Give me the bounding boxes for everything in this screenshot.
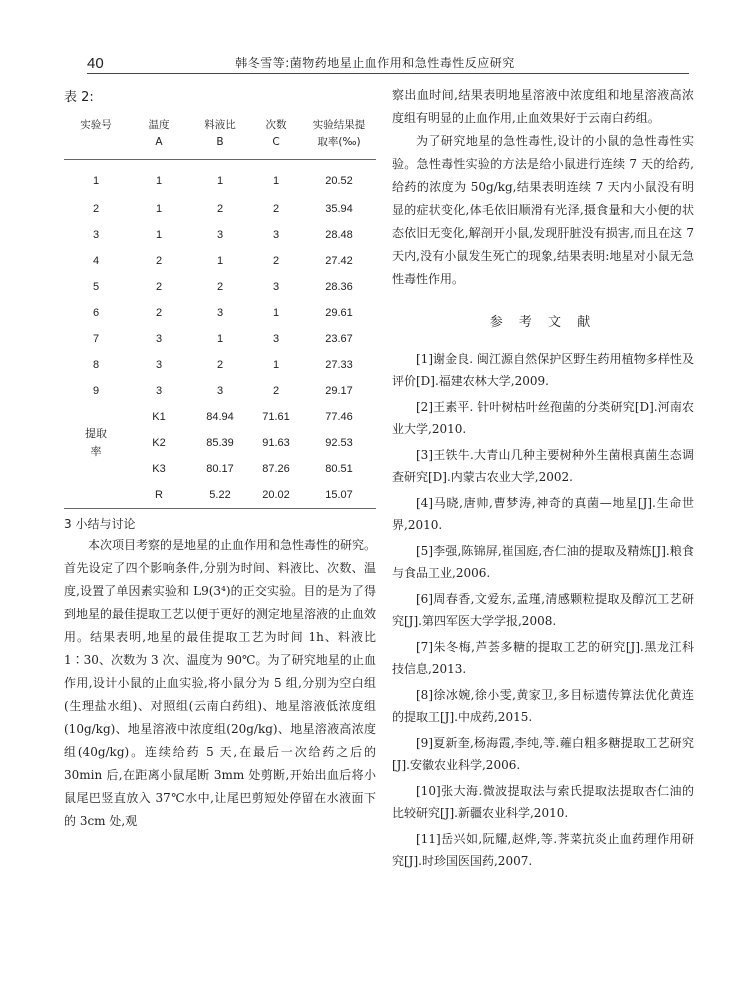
table-cell: 23.67 bbox=[325, 333, 353, 345]
table-cell: 5.22 bbox=[190, 482, 250, 509]
table-cell: 92.53 bbox=[325, 437, 353, 449]
table-cell: 2 bbox=[272, 255, 280, 267]
table-cell: 1 bbox=[155, 203, 163, 215]
table-cell: 2 bbox=[272, 385, 280, 397]
toxicity-paragraph: 为了研究地星的急性毒性,设计的小鼠的急性毒性实验。急性毒性实验的方法是给小鼠进行连续 7 天的给药,给药的浓度为 50g/kg,结果表明连续 7 天内小鼠没有明显的症状变化,体毛依旧顺滑有光泽,摄食量和大小便的状态依旧无变化,解剖开小鼠,发现肝脏没有损害,而且在这 7 天内,没有小鼠发生死亡的现象,结果表明:地星对小鼠无急性毒性作用。 bbox=[392, 134, 694, 286]
reference-item: [5]李强,陈锦屏,崔国庭,杏仁油的提取及精炼[J].粮食与食品工业,2006. bbox=[392, 544, 694, 580]
reference-item: [3]王铁牛.大青山几种主要树种外生菌根真菌生态调查研究[D].内蒙古农业大学,2002. bbox=[392, 448, 694, 484]
table-cell: 15.07 bbox=[302, 482, 376, 509]
table-cell: 7 bbox=[92, 333, 100, 345]
table-cell: 80.51 bbox=[325, 463, 353, 475]
reference-item: [10]张大海.微波提取法与索氏提取法提取杏仁油的比较研究[J].新疆农业科学,2010. bbox=[392, 784, 694, 820]
table-cell: 2 bbox=[216, 203, 224, 215]
table-cell: 8 bbox=[92, 359, 100, 371]
table-cell: 3 bbox=[155, 333, 163, 345]
reference-item: [2]王素平. 针叶树枯叶丝孢菌的分类研究[D].河南农业大学,2010. bbox=[392, 400, 694, 436]
table-cell: 3 bbox=[272, 281, 280, 293]
table-cell: 35.94 bbox=[325, 203, 353, 215]
table-row bbox=[64, 160, 376, 197]
table-row bbox=[64, 196, 376, 222]
orthogonal-table bbox=[64, 113, 376, 509]
reference-item: [1]谢金良. 闽江源自然保护区野生药用植物多样性及评价[D].福建农林大学,2009. bbox=[392, 352, 694, 388]
table-cell: 5 bbox=[92, 281, 100, 293]
table-cell: 3 bbox=[216, 229, 224, 241]
table-cell: 29.61 bbox=[325, 307, 353, 319]
header-result: 实验结果提 取率(‰) bbox=[312, 119, 366, 148]
table-cell: 1 bbox=[216, 333, 224, 345]
left-column bbox=[64, 84, 376, 833]
table-cell: 2 bbox=[92, 203, 100, 215]
table-cell bbox=[64, 482, 128, 509]
header-ratio: 料液比 B bbox=[204, 119, 236, 148]
table-cell: 3 bbox=[216, 307, 224, 319]
section-title: 3 小结与讨论 bbox=[64, 517, 136, 531]
reference-item: [11]岳兴如,阮耀,赵烨,等.荠菜抗炎止血药理作用研究[J].时珍国医国药,2007. bbox=[392, 832, 694, 868]
table-cell: 3 bbox=[272, 333, 280, 345]
table-row bbox=[64, 274, 376, 300]
reference-item: [8]徐冰婉,徐小雯,黄家卫,多目标遗传算法优化黄连的提取工[J].中成药,2015. bbox=[392, 688, 694, 724]
table-cell: 27.42 bbox=[325, 255, 353, 267]
table-row bbox=[64, 326, 376, 352]
group-label-extraction-rate: 提取 率 bbox=[85, 427, 107, 458]
table-caption: 表 2: bbox=[64, 90, 94, 105]
table-cell: 77.46 bbox=[325, 411, 353, 423]
table-cell: 29.17 bbox=[325, 385, 353, 397]
table-cell: 1 bbox=[155, 175, 163, 187]
table-cell: 1 bbox=[216, 255, 224, 267]
table-cell: 80.17 bbox=[206, 463, 234, 475]
reference-item: [6]周春香,文爱东,孟瑾,清感颗粒提取及醇沉工艺研究[J].第四军医大学学报,2008. bbox=[392, 592, 694, 628]
table-cell: 84.94 bbox=[206, 411, 234, 423]
table-cell: 20.02 bbox=[250, 482, 302, 509]
reference-item: [7]朱冬梅,芦荟多糖的提取工艺的研究[J].黑龙江科技信息,2013. bbox=[392, 640, 694, 676]
header-rule bbox=[87, 73, 689, 74]
table-cell: K3 bbox=[152, 463, 166, 475]
references-title: 参 考 文 献 bbox=[489, 315, 597, 330]
running-title: 韩冬雪等:菌物药地星止血作用和急性毒性反应研究 bbox=[235, 56, 515, 70]
table-cell: 3 bbox=[155, 385, 163, 397]
table-cell: K2 bbox=[152, 437, 166, 449]
table-cell: 1 bbox=[216, 175, 224, 187]
table-cell: 91.63 bbox=[262, 437, 290, 449]
table-cell: 3 bbox=[92, 229, 100, 241]
table-cell: 3 bbox=[155, 359, 163, 371]
reference-item: [9]夏新奎,杨海霞,李纯,等.蕹白粗多糖提取工艺研究[J].安徽农业科学,2006. bbox=[392, 736, 694, 772]
table-cell: R bbox=[128, 482, 190, 509]
header-times: 次数 C bbox=[265, 119, 287, 148]
table-row bbox=[64, 352, 376, 378]
table-row-k1 bbox=[64, 404, 376, 430]
table-row bbox=[64, 248, 376, 274]
paragraph-continuation: 察出血时间,结果表明地星溶液中浓度组和地星溶液高浓度组有明显的止血作用,止血效果好于云南白药组。 bbox=[392, 88, 694, 125]
table-cell: 28.48 bbox=[325, 229, 353, 241]
page-number: 40 bbox=[87, 55, 104, 72]
table-cell: 87.26 bbox=[262, 463, 290, 475]
table-cell: 1 bbox=[272, 359, 280, 371]
table-row-r bbox=[64, 482, 376, 509]
table-cell: 3 bbox=[272, 229, 280, 241]
section-paragraph: 本次项目考察的是地星的止血作用和急性毒性的研究。首先设定了四个影响条件,分别为时间、料液比、次数、温度,设置了单因素实验和 L9(3⁴)的正交实验。目的是为了得到地星的最佳提取工艺以便于更好的测定地星溶液的止血效用。结果表明,地星的最佳提取工艺为时间 1h、料液比 1∶30、次数为 3 次、温度为 90℃。为了研究地星的止血作用,设计小鼠的止血实验,将小鼠分为 5 组,分别为空白组(生理盐水组)、对照组(云南白药组)、地星溶液低浓度组(10g/kg)、地星溶液中浓度组(20g/kg)、地星溶液高浓度组(40g/kg)。连续给药 5 天,在最后一次给药之后的 30min 后,在距离小鼠尾断 3mm 处剪断,开始出血后将小鼠尾巴竖直放入 37℃水中,让尾巴剪短处停留在水液面下的 3cm 处,观 bbox=[64, 538, 377, 828]
table-cell: 6 bbox=[92, 307, 100, 319]
table-cell: 85.39 bbox=[206, 437, 234, 449]
table-row bbox=[64, 222, 376, 248]
table-cell: 28.36 bbox=[325, 281, 353, 293]
header-trial-no: 实验号 bbox=[80, 119, 112, 131]
right-column bbox=[392, 84, 694, 876]
table-cell: 9 bbox=[92, 385, 100, 397]
table-row bbox=[64, 378, 376, 404]
references-list bbox=[392, 348, 694, 872]
table-cell: 4 bbox=[92, 255, 100, 267]
table-cell: 1 bbox=[272, 307, 280, 319]
header-temperature: 温度 A bbox=[148, 119, 170, 148]
table-cell: K1 bbox=[152, 411, 166, 423]
table-cell: 1 bbox=[155, 229, 163, 241]
table-cell: 27.33 bbox=[325, 359, 353, 371]
table-cell: 2 bbox=[155, 281, 163, 293]
table-cell: 2 bbox=[155, 255, 163, 267]
table-cell: 2 bbox=[155, 307, 163, 319]
table-cell: 1 bbox=[272, 175, 280, 187]
table-cell: 2 bbox=[272, 203, 280, 215]
table-cell: 2 bbox=[216, 281, 224, 293]
reference-item: [4]马晓,唐帅,曹梦涛,神奇的真菌—地星[J].生命世界,2010. bbox=[392, 496, 694, 532]
table-cell: 71.61 bbox=[262, 411, 290, 423]
table-cell: 3 bbox=[216, 385, 224, 397]
table-header-row bbox=[64, 113, 376, 160]
table-row bbox=[64, 300, 376, 326]
table-cell: 2 bbox=[216, 359, 224, 371]
table-cell: 20.52 bbox=[325, 175, 353, 187]
table-cell: 1 bbox=[92, 175, 100, 187]
